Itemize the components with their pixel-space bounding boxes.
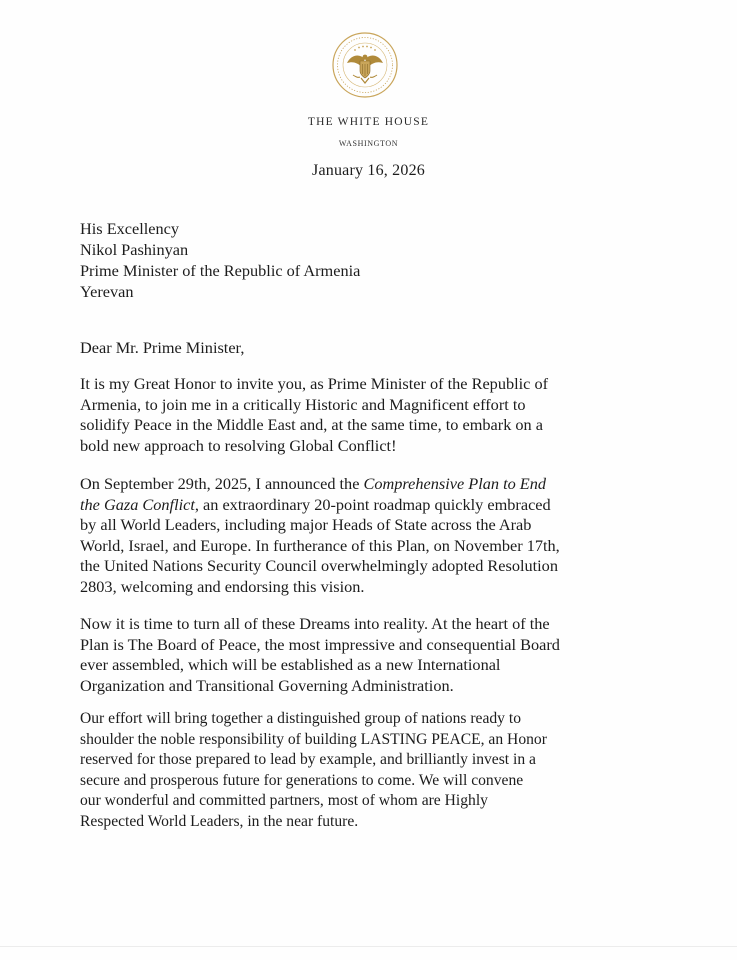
- paragraph-line: reserved for those prepared to lead by example, and brilliantly invest in a: [80, 751, 536, 769]
- plan-intro-text: On September 29th, 2025, I announced the: [80, 474, 364, 493]
- presidential-seal-icon: [331, 31, 399, 99]
- paragraph-line: our wonderful and committed partners, most of whom are Highly: [80, 792, 488, 810]
- recipient-title: His Excellency: [80, 219, 180, 238]
- paragraph-invitation: [80, 374, 680, 456]
- paragraph-line: solidify Peace in the Middle East and, at the same time, to embark on a: [80, 415, 543, 435]
- plan-title-part1: Comprehensive Plan to End: [363, 474, 547, 493]
- paragraph-line: Armenia, to join me in a critically Historic and Magnificent effort to: [80, 394, 526, 414]
- page-edge-divider: [0, 946, 737, 947]
- paragraph-line: by all World Leaders, including major Heads of State across the Arab: [80, 515, 532, 535]
- paragraph-line: [80, 495, 680, 516]
- paragraph-line: secure and prosperous future for generations to come. We will convene: [80, 771, 524, 789]
- paragraph-line: ever assembled, which will be established as a new International: [80, 655, 501, 675]
- paragraph-line: shoulder the noble responsibility of building LASTING PEACE, an Honor: [80, 730, 547, 748]
- recipient-city: Yerevan: [80, 282, 134, 301]
- letterhead-organization: THE WHITE HOUSE: [307, 116, 430, 128]
- paragraph-line: World, Israel, and Europe. In furtherance of this Plan, on November 17th,: [80, 535, 560, 555]
- paragraph-line: Plan is The Board of Peace, the most impressive and consequential Board: [80, 634, 560, 654]
- paragraph-line: 2803, welcoming and endorsing this vision.: [80, 576, 365, 596]
- plan-title-part2: the Gaza Conflict: [80, 494, 195, 514]
- recipient-name: Nikol Pashinyan: [80, 240, 189, 259]
- paragraph-plan: [80, 474, 680, 598]
- paragraph-board-of-peace: [80, 614, 680, 696]
- paragraph-lasting-peace: [80, 709, 680, 833]
- paragraph-line: It is my Great Honor to invite you, as Prime Minister of the Republic of: [80, 374, 549, 393]
- letterhead-city: WASHINGTON: [338, 139, 399, 148]
- plan-description-text: , an extraordinary 20-point roadmap quickly embraced: [194, 494, 551, 514]
- paragraph-line: Respected World Leaders, in the near future.: [80, 812, 359, 830]
- recipient-position: Prime Minister of the Republic of Armenia: [80, 261, 361, 280]
- paragraph-line: the United Nations Security Council overwhelmingly adopted Resolution: [80, 556, 558, 576]
- letter-date: January 16, 2026: [312, 162, 425, 179]
- paragraph-line: [80, 474, 680, 495]
- paragraph-line: Organization and Transitional Governing Administration.: [80, 675, 454, 695]
- paragraph-line: bold new approach to resolving Global Conflict!: [80, 435, 397, 455]
- recipient-address: [80, 218, 360, 302]
- paragraph-line: Our effort will bring together a distinguished group of nations ready to: [80, 710, 522, 727]
- salutation: Dear Mr. Prime Minister,: [80, 338, 245, 357]
- paragraph-line: Now it is time to turn all of these Dreams into reality. At the heart of the: [80, 614, 550, 633]
